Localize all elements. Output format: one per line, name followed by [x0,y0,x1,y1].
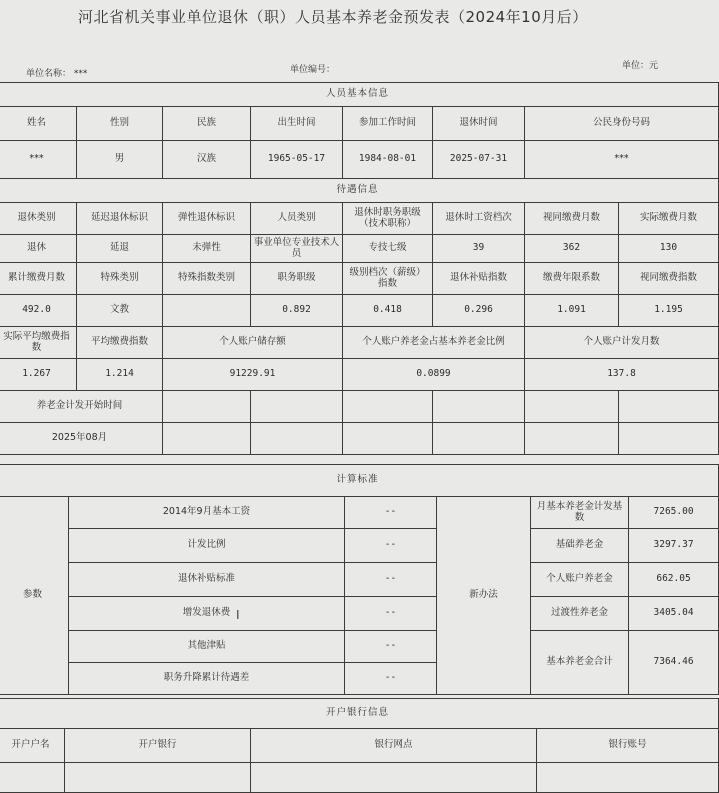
treat-value: 退休 [0,235,77,263]
method-label: 新办法 [437,497,531,695]
info-table [0,82,719,455]
param-name: 其他津贴 [69,631,345,663]
treat-header: 人员类别 [251,203,343,235]
start-time-value: 2025年08月 [0,423,163,455]
treat-section-header: 待遇信息 [0,179,719,203]
result-label: 个人账户养老金 [531,563,629,597]
basic-value: 2025-07-31 [433,141,525,179]
basic-header: 姓名 [0,107,77,141]
basic-value: *** [0,141,77,179]
treat-value: 0.0899 [343,359,525,391]
treat-value: 1.091 [525,295,619,327]
empty-cell [65,763,251,793]
treat-header: 个人账户计发月数 [525,327,719,359]
treat-value: 0.296 [433,295,525,327]
treat-header: 累计缴费月数 [0,263,77,295]
param-name: 退休补贴标准 [69,563,345,597]
treat-header: 退休时工资档次 [433,203,525,235]
treat-header: 职务职级 [251,263,343,295]
treat-value: 492.0 [0,295,77,327]
start-time-label: 养老金计发开始时间 [0,391,163,423]
treat-header: 平均缴费指数 [77,327,163,359]
unit-money: 单位：元 [622,61,659,71]
empty-cell [0,763,65,793]
basic-header: 退休时间 [433,107,525,141]
bank-header: 开户户名 [0,729,65,763]
treat-value: 137.8 [525,359,719,391]
bank-section-header: 开户银行信息 [0,699,719,729]
treat-header: 实际缴费月数 [619,203,719,235]
treat-header: 个人账户养老金占基本养老金比例 [343,327,525,359]
empty-cell [251,391,343,423]
treat-header: 个人账户储存额 [163,327,343,359]
empty-cell [433,423,525,455]
empty-cell [525,391,619,423]
bank-header: 开户银行 [65,729,251,763]
empty-cell [619,391,719,423]
result-value: 662.05 [629,563,719,597]
param-value: -- [345,497,437,529]
treat-value: 未弹性 [163,235,251,263]
empty-cell [433,391,525,423]
treat-value: 文教 [77,295,163,327]
treat-value: 0.892 [251,295,343,327]
treat-value: 1.267 [0,359,77,391]
basic-value: 男 [77,141,163,179]
result-label: 基础养老金 [531,529,629,563]
basic-header: 参加工作时间 [343,107,433,141]
param-label: 参数 [0,497,69,695]
treat-header: 延迟退休标识 [77,203,163,235]
param-value: -- [345,631,437,663]
treat-header: 特殊类别 [77,263,163,295]
result-value: 7265.00 [629,497,719,529]
result-label: 月基本养老金计发基数 [531,497,629,529]
param-name: 职务升降累计待遇差 [69,663,345,695]
result-label: 基本养老金合计 [531,631,629,695]
treat-value: 事业单位专业技术人员 [251,235,343,263]
bank-header: 银行账号 [537,729,719,763]
param-value: -- [345,563,437,597]
param-value: -- [345,663,437,695]
treat-value: 91229.91 [163,359,343,391]
param-name: 2014年9月基本工资 [69,497,345,529]
treat-header: 缴费年限系数 [525,263,619,295]
treat-value: 专技七级 [343,235,433,263]
treat-value: 1.214 [77,359,163,391]
param-value: -- [345,597,437,631]
empty-cell [163,423,251,455]
basic-value: *** [525,141,719,179]
param-value: -- [345,529,437,563]
empty-cell [251,763,537,793]
treat-header: 特殊指数类别 [163,263,251,295]
basic-header: 公民身份号码 [525,107,719,141]
calc-table [0,464,719,695]
empty-cell [619,423,719,455]
treat-header: 弹性退休标识 [163,203,251,235]
unit-name: 单位名称： *** [26,69,88,79]
treat-value: 1.195 [619,295,719,327]
empty-cell [525,423,619,455]
empty-cell [537,763,719,793]
basic-value: 1965-05-17 [251,141,343,179]
treat-value: 130 [619,235,719,263]
result-value: 3297.37 [629,529,719,563]
result-value: 3405.04 [629,597,719,631]
text-cursor-icon: I [236,608,240,622]
basic-header: 性别 [77,107,163,141]
result-value: 7364.46 [629,631,719,695]
basic-section-header: 人员基本信息 [0,83,719,107]
treat-value: 39 [433,235,525,263]
param-name: 增发退休费 [69,597,345,631]
basic-header: 出生时间 [251,107,343,141]
treat-value: 延退 [77,235,163,263]
treat-header: 实际平均缴费指数 [0,327,77,359]
treat-header: 级别档次（薪级）指数 [343,263,433,295]
basic-value: 汉族 [163,141,251,179]
bank-header: 银行网点 [251,729,537,763]
treat-header: 退休补贴指数 [433,263,525,295]
param-name: 计发比例 [69,529,345,563]
result-label: 过渡性养老金 [531,597,629,631]
treat-value [163,295,251,327]
bank-table [0,698,719,793]
empty-cell [343,391,433,423]
treat-header: 视同缴费月数 [525,203,619,235]
calc-section-header: 计算标准 [0,465,719,497]
treat-header: 退休类别 [0,203,77,235]
treat-header: 视同缴费指数 [619,263,719,295]
treat-value: 362 [525,235,619,263]
page-title: 河北省机关事业单位退休（职）人员基本养老金预发表（2024年10月后） [78,8,588,26]
treat-header: 退休时职务职级（技术职称） [343,203,433,235]
unit-code: 单位编号： [290,65,336,75]
empty-cell [343,423,433,455]
treat-value: 0.418 [343,295,433,327]
basic-value: 1984-08-01 [343,141,433,179]
basic-header: 民族 [163,107,251,141]
empty-cell [251,423,343,455]
empty-cell [163,391,251,423]
